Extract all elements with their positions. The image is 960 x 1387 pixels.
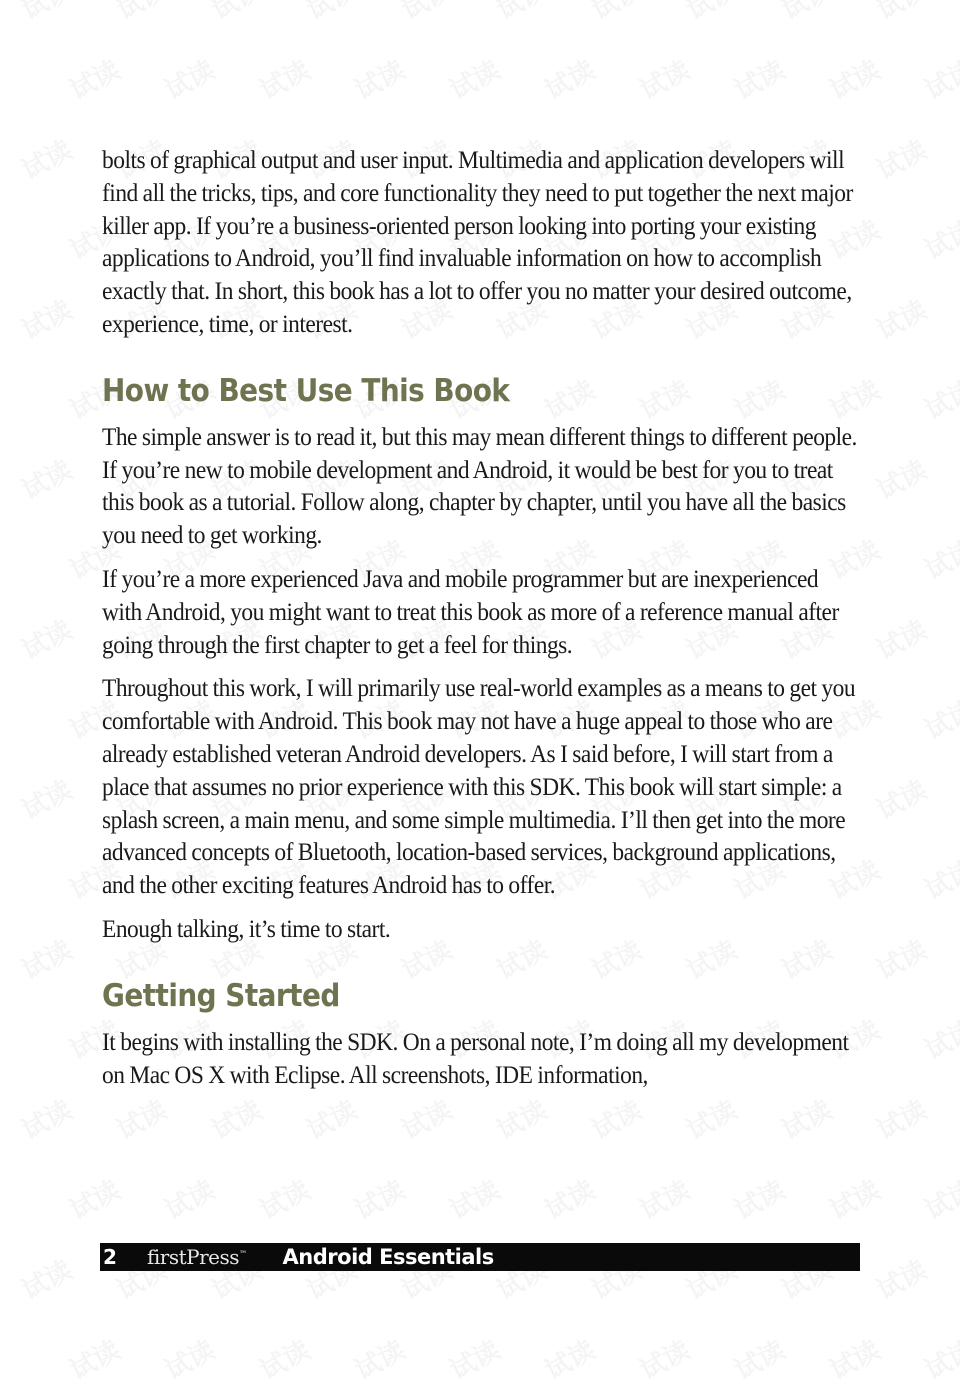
watermark-text	[157, 1330, 220, 1387]
body-paragraph: If you’re a more experienced Java and mobile programmer but are inexperienced with Android, you might want to treat this book as more of a reference manual after going through the first chapter to get a feel for things.	[102, 563, 839, 659]
watermark-text	[347, 1170, 410, 1227]
watermark-text	[917, 690, 960, 747]
watermark-text	[14, 610, 77, 667]
watermark-text	[869, 770, 932, 827]
watermark-text	[632, 1330, 695, 1387]
watermark-text	[869, 930, 932, 987]
watermark-text	[252, 1330, 315, 1387]
watermark-text	[917, 850, 960, 907]
trademark-mark: ™	[239, 1249, 247, 1259]
watermark-text	[869, 610, 932, 667]
watermark-text	[442, 50, 505, 107]
watermark-text	[14, 930, 77, 987]
body-paragraph: Throughout this work, I will primarily use real-world examples as a means to get you comfortable with Android. This book may not have a huge appeal to those who are already established veteran Android developers. As I said before, I will start from a place that assumes no prior experience with this SDK. This book will start simple: a splash screen, a main menu, and some simple multimedia. I’ll then get into the more advanced concepts of Bluetooth, location-based services, background applications, and the other exciting features Android has to offer.	[102, 673, 856, 900]
watermark-text	[442, 1330, 505, 1387]
watermark-text	[537, 1330, 600, 1387]
section-heading-how-to-use: How to Best Use This Book	[102, 372, 510, 409]
watermark-text	[917, 370, 960, 427]
watermark-text	[632, 1170, 695, 1227]
watermark-text	[14, 1250, 77, 1307]
watermark-text	[869, 290, 932, 347]
watermark-text	[347, 50, 410, 107]
watermark-text	[62, 1170, 125, 1227]
body-paragraph: It begins with installing the SDK. On a personal note, I’m doing all my development on Mac OS X with Eclipse. All screenshots, IDE information,	[102, 1026, 849, 1089]
section-heading-getting-started: Getting Started	[102, 977, 340, 1014]
watermark-text	[917, 1330, 960, 1387]
watermark-text	[299, 0, 362, 27]
watermark-text	[157, 50, 220, 107]
page-content	[102, 144, 862, 1102]
watermark-text	[679, 0, 742, 27]
page-number: 2	[103, 1245, 117, 1269]
watermark-text	[62, 50, 125, 107]
watermark-text	[822, 1170, 885, 1227]
watermark-text	[109, 0, 172, 27]
watermark-text	[869, 450, 932, 507]
watermark-text	[917, 1010, 960, 1067]
watermark-text	[917, 50, 960, 107]
watermark-text	[774, 0, 837, 27]
page-footer	[100, 1243, 860, 1271]
watermark-text	[584, 0, 647, 27]
watermark-text	[727, 1170, 790, 1227]
body-paragraph: Enough talking, it’s time to start.	[102, 913, 391, 943]
watermark-text	[204, 0, 267, 27]
watermark-text	[822, 50, 885, 107]
watermark-text	[442, 1170, 505, 1227]
watermark-text	[252, 1170, 315, 1227]
body-paragraph: The simple answer is to read it, but this may mean different things to different people. If you’re new to mobile development and Android, it would be best for you to treat this book as a tutorial. Follow along, chapter by chapter, until you have all the basics you need to get working.	[102, 421, 857, 550]
watermark-text	[252, 50, 315, 107]
watermark-text	[394, 0, 457, 27]
watermark-text	[869, 0, 932, 27]
watermark-text	[347, 1330, 410, 1387]
watermark-text	[822, 1330, 885, 1387]
publisher-logo	[147, 1245, 247, 1269]
book-title: Android Essentials	[282, 1245, 494, 1269]
watermark-text	[869, 130, 932, 187]
watermark-text	[632, 50, 695, 107]
watermark-text	[727, 50, 790, 107]
watermark-text	[14, 1090, 77, 1147]
body-paragraph: bolts of graphical output and user input. Multimedia and application developers will find all the tricks, tips, and core functionality they need to put together the next major killer app. If you’re a business-oriented person looking into porting your existing applications to Android, you’ll find invaluable information on how to accomplish exactly that. In short, this book has a lot to offer you no matter your desired outcome, experience, time, or interest.	[102, 145, 853, 338]
watermark-text	[869, 1250, 932, 1307]
watermark-text	[917, 530, 960, 587]
watermark-text	[14, 450, 77, 507]
watermark-text	[869, 1090, 932, 1147]
watermark-text	[14, 130, 77, 187]
watermark-text	[14, 290, 77, 347]
watermark-text	[727, 1330, 790, 1387]
watermark-text	[62, 1330, 125, 1387]
watermark-text	[917, 210, 960, 267]
watermark-text	[537, 50, 600, 107]
watermark-text	[489, 0, 552, 27]
watermark-text	[537, 1170, 600, 1227]
watermark-text	[14, 770, 77, 827]
watermark-text	[14, 0, 77, 27]
watermark-text	[917, 1170, 960, 1227]
publisher-name: firstPress	[147, 1245, 240, 1269]
watermark-text	[157, 1170, 220, 1227]
